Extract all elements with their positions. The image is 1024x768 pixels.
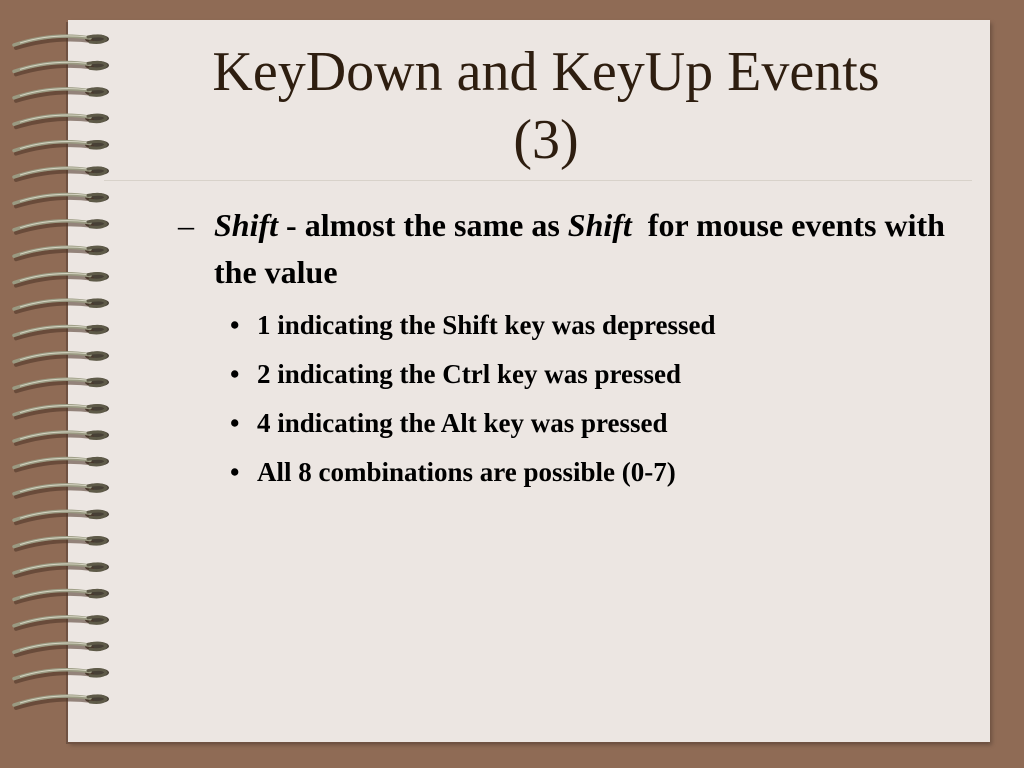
binding-ring-icon bbox=[14, 325, 109, 339]
main-point bbox=[178, 202, 968, 296]
title-line-1: KeyDown and KeyUp Events bbox=[212, 41, 880, 103]
binding-ring-icon bbox=[14, 219, 109, 233]
binding-ring-icon bbox=[14, 351, 109, 365]
binding-ring-icon bbox=[14, 483, 109, 497]
sub-bullet bbox=[230, 406, 968, 440]
binding-ring-icon bbox=[14, 61, 109, 75]
binding-ring-icon bbox=[14, 536, 109, 550]
binding-ring-icon bbox=[14, 299, 109, 313]
sub-bullet bbox=[230, 455, 968, 489]
main-point-term: Shift bbox=[214, 207, 279, 243]
sub-bullet-text: All 8 combinations are possible (0-7) bbox=[257, 457, 676, 487]
binding-ring-icon bbox=[14, 615, 109, 629]
slide-body bbox=[178, 202, 968, 504]
sub-bullet-text: 1 indicating the Shift key was depressed bbox=[257, 310, 716, 340]
bullet-icon: • bbox=[230, 359, 240, 389]
binding-ring-icon bbox=[14, 563, 109, 577]
sub-bullet bbox=[230, 308, 968, 342]
bullet-icon: • bbox=[230, 408, 240, 438]
binding-ring-icon bbox=[14, 193, 109, 207]
sub-bullet bbox=[230, 357, 968, 391]
binding-ring-icon bbox=[14, 695, 109, 709]
sub-bullet-text: 4 indicating the Alt key was pressed bbox=[257, 408, 668, 438]
main-point-text-b: for mouse events with the value bbox=[214, 207, 953, 290]
binding-ring-icon bbox=[14, 114, 109, 128]
main-point-term-2: Shift bbox=[567, 207, 632, 243]
bullet-icon: • bbox=[230, 457, 240, 487]
binding-ring-icon bbox=[14, 589, 109, 603]
slide-title bbox=[140, 38, 952, 174]
main-point-text-a: - almost the same as bbox=[278, 207, 568, 243]
binding-ring-icon bbox=[14, 457, 109, 471]
binding-ring-icon bbox=[14, 35, 109, 49]
title-divider bbox=[104, 180, 972, 181]
binding-ring-icon bbox=[14, 87, 109, 101]
binding-ring-icon bbox=[14, 167, 109, 181]
spiral-binding bbox=[0, 0, 130, 768]
title-line-2: (3) bbox=[513, 109, 579, 171]
binding-ring-icon bbox=[14, 246, 109, 260]
bullet-icon: • bbox=[230, 310, 240, 340]
binding-ring-icon bbox=[14, 431, 109, 445]
dash-marker: – bbox=[178, 207, 194, 243]
binding-ring-icon bbox=[14, 140, 109, 154]
sub-bullet-text: 2 indicating the Ctrl key was pressed bbox=[257, 359, 682, 389]
binding-ring-icon bbox=[14, 510, 109, 524]
binding-ring-icon bbox=[14, 404, 109, 418]
binding-ring-icon bbox=[14, 668, 109, 682]
binding-ring-icon bbox=[14, 378, 109, 392]
binding-ring-icon bbox=[14, 642, 109, 656]
sub-bullet-list bbox=[230, 308, 968, 489]
binding-ring-icon bbox=[14, 272, 109, 286]
